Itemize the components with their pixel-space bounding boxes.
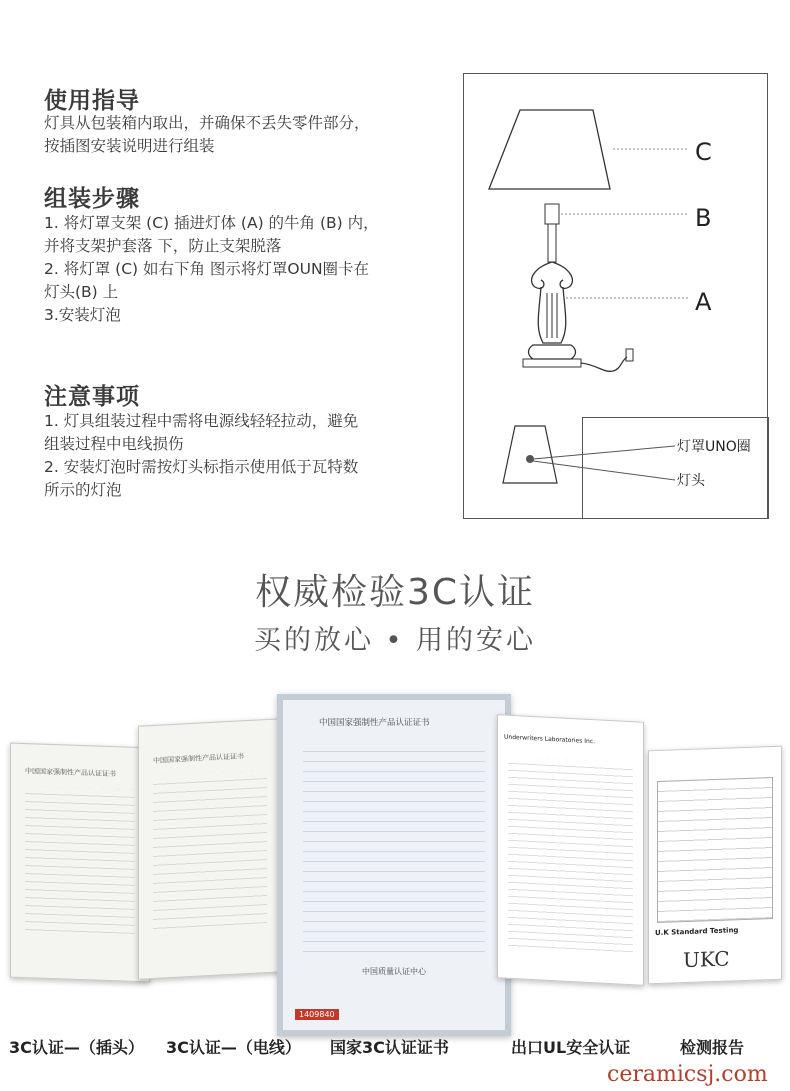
cert-cord bbox=[138, 718, 282, 980]
assembly-line-5: 3.安装灯泡 bbox=[44, 306, 121, 324]
caption-plug: 3C认证—（插头） bbox=[9, 1038, 144, 1057]
inset-detail bbox=[582, 417, 769, 519]
cert-subtitle: 买的放心 • 用的安心 bbox=[253, 625, 537, 656]
guide-line-1: 灯具从包装箱内取出，并确保不丢失零件部分， bbox=[44, 114, 370, 132]
assembly-line-2: 并将支架护套落 下，防止支架脱落 bbox=[44, 237, 282, 255]
guide-text bbox=[44, 112, 370, 158]
cert-national bbox=[277, 694, 511, 1036]
cert-national-serial: 1409840 bbox=[295, 1009, 339, 1020]
caption-cord: 3C认证—（电线） bbox=[166, 1038, 301, 1057]
guide-line-2: 按插图安装说明进行组装 bbox=[44, 137, 215, 155]
caption-national: 国家3C认证证书 bbox=[330, 1038, 449, 1057]
inset-label-head: 灯头 bbox=[677, 473, 705, 489]
cert-cord-header: 中国国家强制性产品认证证书 bbox=[153, 752, 244, 765]
cert-test-report bbox=[648, 746, 782, 985]
cert-plug bbox=[10, 743, 150, 983]
cert-national-header: 中国国家强制性产品认证证书 bbox=[319, 718, 430, 728]
assembly-line-3: 2. 将灯罩 (C) 如右下角 图示将灯罩OUN圈卡在 bbox=[44, 260, 370, 278]
cert-national-footer: 中国质量认证中心 bbox=[362, 967, 426, 976]
notes-title: 注意事项 bbox=[44, 384, 140, 410]
assembly-title: 组装步骤 bbox=[44, 186, 140, 212]
caption-test-report: 检测报告 bbox=[680, 1038, 745, 1057]
cert-uk-title: U.K Standard Testing bbox=[655, 926, 739, 938]
cert-ul bbox=[497, 714, 644, 986]
notes-line-3: 2. 安装灯泡时需按灯头标指示使用低于瓦特数 bbox=[44, 458, 359, 476]
label-a: A bbox=[695, 288, 712, 316]
label-b: B bbox=[695, 204, 712, 232]
assembly-steps bbox=[44, 212, 379, 327]
notes-line-1: 1. 灯具组装过程中需将电源线轻轻拉动，避免 bbox=[44, 412, 359, 430]
notes-line-2: 组装过程中电线损伤 bbox=[44, 435, 184, 453]
assembly-line-1: 1. 将灯罩支架 (C) 插进灯体 (A) 的牛角 (B) 内， bbox=[44, 214, 379, 232]
cert-plug-header: 中国国家强制性产品认证证书 bbox=[25, 767, 116, 779]
site-watermark: ceramicsj.com bbox=[607, 1062, 768, 1087]
guide-title: 使用指导 bbox=[44, 88, 140, 114]
inset-label-ring: 灯罩UNO圈 bbox=[677, 439, 751, 455]
cert-uk-logo: UKC bbox=[683, 946, 730, 973]
cert-ul-header: Underwriters Laboratories Inc. bbox=[504, 733, 596, 746]
label-c: C bbox=[695, 138, 712, 166]
notes-list bbox=[44, 410, 358, 502]
caption-ul: 出口UL安全认证 bbox=[511, 1038, 631, 1057]
assembly-line-4: 灯头(B) 上 bbox=[44, 283, 119, 301]
notes-line-4: 所示的灯泡 bbox=[44, 481, 122, 499]
cert-title: 权威检验3C认证 bbox=[254, 572, 536, 613]
